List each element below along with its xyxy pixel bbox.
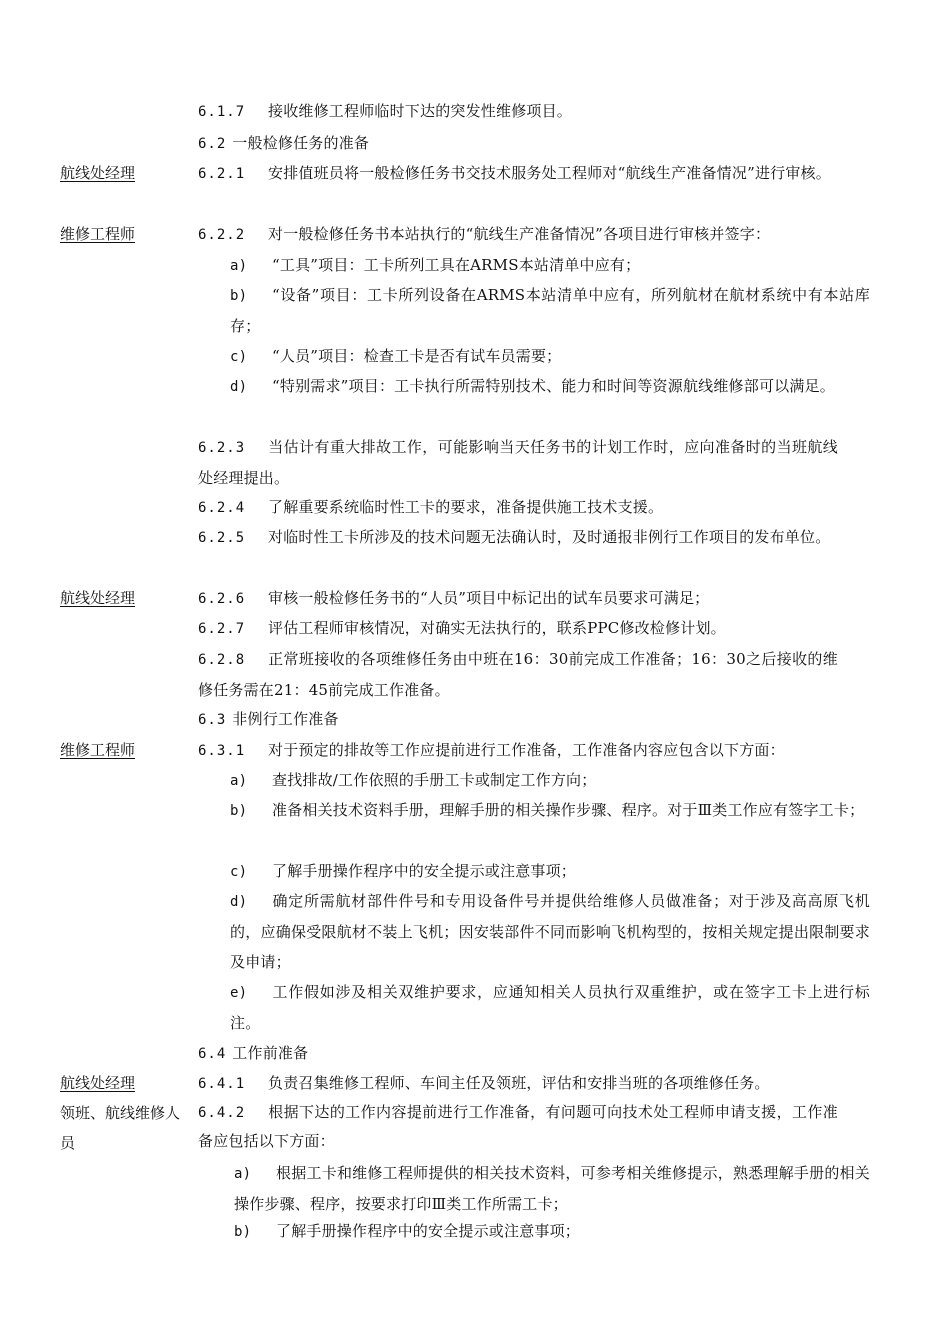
section-title: 非例行工作准备 [232, 710, 339, 728]
list-label: b) [230, 288, 248, 304]
paragraph-text: 了解重要系统临时性工卡的要求，准备提供施工技术支援。 [268, 498, 664, 516]
list-item-text: “设备”项目：工卡所列设备在ARMS本站清单中应有，所列航材在航材系统中有本站库存； [230, 286, 870, 335]
section-number: 6.2.8 [198, 652, 246, 668]
list-item-text: “特别需求”项目：工卡执行所需特别技术、能力和时间等资源航线维修部可以满足。 [272, 377, 835, 395]
paragraph-text: 安排值班员将一般检修任务书交技术服务处工程师对“航线生产准备情况”进行审核。 [268, 164, 831, 182]
paragraph-text: 评估工程师审核情况，对确实无法执行的，联系PPC修改检修计划。 [268, 619, 726, 637]
list-item-text: “工具”项目：工卡所列工具在ARMS本站清单中应有； [272, 256, 641, 274]
section-number: 6.4.2 [198, 1105, 246, 1121]
paragraph-text: 对临时性工卡所涉及的技术问题无法确认时，及时通报非例行工作项目的发布单位。 [268, 528, 831, 546]
section-number: 6.3 [198, 712, 227, 728]
paragraph-text: 负责召集维修工程师、车间主任及领班，评估和安排当班的各项维修任务。 [268, 1074, 770, 1092]
list-item-text: 了解手册操作程序中的安全提示或注意事项； [272, 862, 577, 880]
list-label: a) [234, 1166, 252, 1182]
section-number: 6.4 [198, 1046, 227, 1062]
list-item-text: 了解手册操作程序中的安全提示或注意事项； [276, 1222, 581, 1240]
list-item-text: 根据工卡和维修工程师提供的相关技术资料，可参考相关维修提示，熟悉理解手册的相关操作步骤、程序，按要求打印Ⅲ类工作所需工卡； [234, 1164, 870, 1213]
section-number: 6.2 [198, 136, 227, 152]
paragraph-text: 正常班接收的各项维修任务由中班在16：30前完成工作准备；16：30之后接收的维修任务需在21：45前完成工作准备。 [198, 650, 838, 699]
list-item-text: 确定所需航材部件件号和专用设备件号并提供给维修人员做准备；对于涉及高高原飞机的，应确保受限航材不装上飞机；因安装部件不同而影响飞机构型的，按相关规定提出限制要求及申请； [230, 892, 870, 971]
list-item-text: 准备相关技术资料手册，理解手册的相关操作步骤、程序。对于Ⅲ类工作应有签字工卡； [272, 801, 865, 819]
section-title: 工作前准备 [232, 1044, 309, 1062]
section-number: 6.2.7 [198, 621, 246, 637]
paragraph-text: 对一般检修任务书本站执行的“航线生产准备情况”各项目进行审核并签字： [268, 225, 771, 243]
list-label: c) [230, 349, 248, 365]
role-label: 航线处经理 [60, 589, 136, 607]
list-label: a) [230, 258, 248, 274]
role-label: 航线处经理 [60, 164, 136, 182]
list-label: b) [230, 803, 248, 819]
role-label: 领班、航线维修人员 [60, 1104, 181, 1152]
section-number: 6.2.2 [198, 227, 246, 243]
section-number: 6.2.3 [198, 440, 246, 456]
paragraph-text: 根据下达的工作内容提前进行工作准备，有问题可向技术处工程师申请支援，工作准备应包括以下方面： [198, 1103, 838, 1150]
list-item-text: “人员”项目：检查工卡是否有试车员需要； [272, 347, 562, 365]
paragraph-text: 审核一般检修任务书的“人员”项目中标记出的试车员要求可满足； [268, 589, 710, 607]
section-number: 6.2.6 [198, 591, 246, 607]
role-label: 航线处经理 [60, 1074, 136, 1092]
section-number: 6.2.4 [198, 500, 246, 516]
section-number: 6.2.5 [198, 530, 246, 546]
section-title: 一般检修任务的准备 [232, 134, 370, 152]
list-item-text: 工作假如涉及相关双维护要求，应通知相关人员执行双重维护，或在签字工卡上进行标注。 [230, 983, 870, 1032]
list-item-text: 查找排故/工作依照的手册工卡或制定工作方向； [272, 771, 597, 789]
section-number: 6.3.1 [198, 743, 246, 759]
list-label: a) [230, 773, 248, 789]
list-label: e) [230, 985, 248, 1001]
paragraph-text: 接收维修工程师临时下达的突发性维修项目。 [268, 102, 573, 120]
section-number: 6.4.1 [198, 1076, 246, 1092]
list-label: b) [234, 1224, 252, 1240]
role-label: 维修工程师 [60, 225, 136, 243]
list-label: c) [230, 864, 248, 880]
section-number: 6.1.7 [198, 104, 246, 120]
paragraph-text: 当估计有重大排故工作，可能影响当天任务书的计划工作时，应向准备时的当班航线处经理提出。 [198, 438, 838, 487]
role-label: 维修工程师 [60, 741, 136, 759]
section-number: 6.2.1 [198, 166, 246, 182]
list-label: d) [230, 894, 248, 910]
paragraph-text: 对于预定的排故等工作应提前进行工作准备，工作准备内容应包含以下方面： [268, 741, 785, 759]
list-label: d) [230, 379, 248, 395]
